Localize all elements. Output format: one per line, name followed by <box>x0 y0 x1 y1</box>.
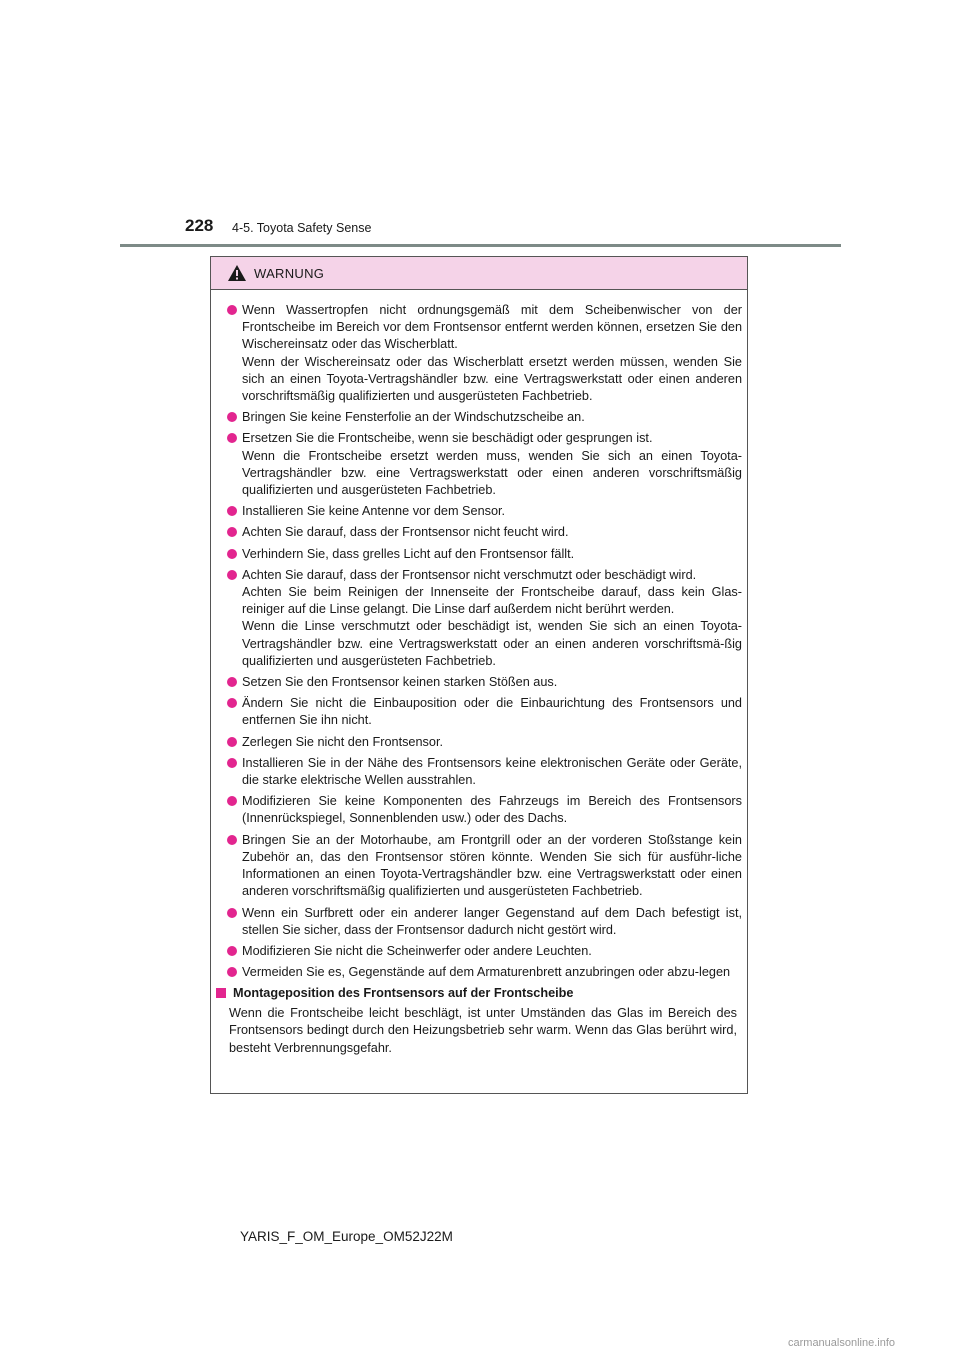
warning-triangle-icon <box>227 264 247 282</box>
warning-bullet-item <box>220 734 742 751</box>
bullet-dot-icon <box>227 549 237 559</box>
bullet-text: Wenn der Wischereinsatz oder das Wischerblatt ersetzt werden müssen, wenden Sie sich an einen Toyota-Vertragshändler bzw. eine Vertragswerkstatt oder einen anderen vorschriftsmäßig qualifizierten und ausgerüsteten Fachbetrieb. <box>242 354 742 404</box>
bullet-dot-icon <box>227 796 237 806</box>
bullet-dot-icon <box>227 698 237 708</box>
bullet-dot-icon <box>227 433 237 443</box>
bullet-text: Achten Sie darauf, dass der Frontsensor nicht verschmutzt oder beschädigt wird. <box>242 567 697 582</box>
watermark: carmanualsonline.info <box>788 1337 896 1349</box>
bullet-text: Bringen Sie an der Motorhaube, am Frontgrill oder an der vorderen Stoßstange kein Zubehör an, das den Frontsensor stören könnte. Wenden Sie sich für ausführ-liche Informationen an einen Toyota-Vertragshändler bzw. eine Vertragswerkstatt oder einen anderen vorschriftsmäßig qualifizierten und ausgerüsteten Fachbetrieb. <box>242 832 742 899</box>
bullet-dot-icon <box>227 835 237 845</box>
warning-bullet-item <box>220 943 742 960</box>
bullet-dot-icon <box>227 758 237 768</box>
bullet-text: Modifizieren Sie nicht die Scheinwerfer oder andere Leuchten. <box>242 943 592 958</box>
bullet-dot-icon <box>227 506 237 516</box>
warning-bullet-item <box>220 503 742 520</box>
header-divider <box>120 244 841 247</box>
warning-bullet-item <box>220 567 742 670</box>
bullet-dot-icon <box>227 737 237 747</box>
bullet-dot-icon <box>227 677 237 687</box>
warning-box <box>210 256 748 1094</box>
bullet-text: Wenn die Frontscheibe ersetzt werden muss, wenden Sie sich an einen Toyota-Vertragshändler bzw. eine Vertragswerkstatt oder einen anderen vorschriftsmäßig qualifizierten und ausgerüsteten Fachbetrieb. <box>242 448 742 498</box>
bullet-text: Wenn Wassertropfen nicht ordnungsgemäß mit dem Scheibenwischer von der Frontscheibe im Bereich vor dem Frontsensor entfernt werden können, ersetzen Sie den Wischereinsatz oder das Wischerblatt. <box>242 303 742 352</box>
section-title: 4-5. Toyota Safety Sense <box>232 221 372 235</box>
section-square-icon <box>216 988 226 998</box>
bullet-text: Modifizieren Sie keine Komponenten des Fahrzeugs im Bereich des Frontsensors (Innenrückspiegel, Sonnenblenden usw.) oder des Dachs. <box>242 794 742 826</box>
section-text: Wenn die Frontscheibe leicht beschlägt, ist unter Umständen das Glas im Bereich des Frontsensors bedingt durch den Heizungsbetrieb sehr warm. Wenn das Glas berührt wird, besteht Verbrennungsgefahr. <box>229 1005 737 1055</box>
bullet-dot-icon <box>227 412 237 422</box>
warning-bullet-item <box>220 964 742 981</box>
warning-bullet-item <box>220 409 742 426</box>
warning-section <box>220 985 742 1057</box>
bullet-dot-icon <box>227 570 237 580</box>
bullet-text: Verhindern Sie, dass grelles Licht auf den Frontsensor fällt. <box>242 546 575 561</box>
bullet-dot-icon <box>227 946 237 956</box>
bullet-text: Installieren Sie in der Nähe des Frontsensors keine elektronischen Geräte oder Geräte, die starke elektrische Wellen ausstrahlen. <box>242 755 742 788</box>
warning-bullet-item <box>220 832 742 901</box>
warning-bullet-item <box>220 755 742 789</box>
bullet-dot-icon <box>227 305 237 315</box>
warning-title: WARNUNG <box>254 266 325 281</box>
bullet-text: Setzen Sie den Frontsensor keinen starken Stößen aus. <box>242 675 558 690</box>
warning-bullet-item <box>220 793 742 827</box>
warning-bullet-item <box>220 546 742 563</box>
bullet-text: Zerlegen Sie nicht den Frontsensor. <box>242 734 443 749</box>
bullet-text: Ersetzen Sie die Frontscheibe, wenn sie beschädigt oder gesprungen ist. <box>242 431 653 446</box>
warning-bullet-item <box>220 695 742 729</box>
warning-bullet-item <box>220 524 742 541</box>
warning-bullet-item <box>220 674 742 691</box>
bullet-text: Wenn die Linse verschmutzt oder beschädigt ist, wenden Sie sich an einen Toyota-Vertragshändler bzw. eine Vertragswerkstatt oder an einen anderen vorschriftsmä-ßig qualifizierten und ausgerüsteten Fachbetrieb. <box>242 619 742 668</box>
bullet-text: Bringen Sie keine Fensterfolie an der Windschutzscheibe an. <box>242 410 585 425</box>
warning-body <box>211 290 747 1057</box>
bullet-text: Wenn ein Surfbrett oder ein anderer langer Gegenstand auf dem Dach befestigt ist, stellen Sie sicher, dass der Frontsensor dadurch nicht gestört wird. <box>242 905 742 937</box>
warning-bullet-item <box>220 430 742 499</box>
warning-header <box>211 257 747 290</box>
bullet-dot-icon <box>227 967 237 977</box>
bullet-text: Installieren Sie keine Antenne vor dem Sensor. <box>242 504 506 519</box>
bullet-text: Achten Sie beim Reinigen der Innenseite der Frontscheibe darauf, dass kein Glas-reiniger auf die Linse gelangt. Die Linse darf außerdem nicht berührt werden. <box>242 585 742 617</box>
document-code: YARIS_F_OM_Europe_OM52J22M <box>240 1229 453 1244</box>
bullet-text: Achten Sie darauf, dass der Frontsensor nicht feucht wird. <box>242 525 569 540</box>
bullet-dot-icon <box>227 527 237 537</box>
warning-bullet-item <box>220 905 742 939</box>
bullet-text: Vermeiden Sie es, Gegenstände auf dem Armaturenbrett anzubringen oder abzu-legen <box>242 965 731 980</box>
bullet-dot-icon <box>227 908 237 918</box>
section-heading: Montageposition des Frontsensors auf der Frontscheibe <box>233 986 574 1001</box>
warning-bullet-item <box>220 302 742 405</box>
page-number: 228 <box>185 216 214 235</box>
bullet-text: Ändern Sie nicht die Einbauposition oder die Einbaurichtung des Frontsensors und entfernen Sie ihn nicht. <box>242 696 742 728</box>
